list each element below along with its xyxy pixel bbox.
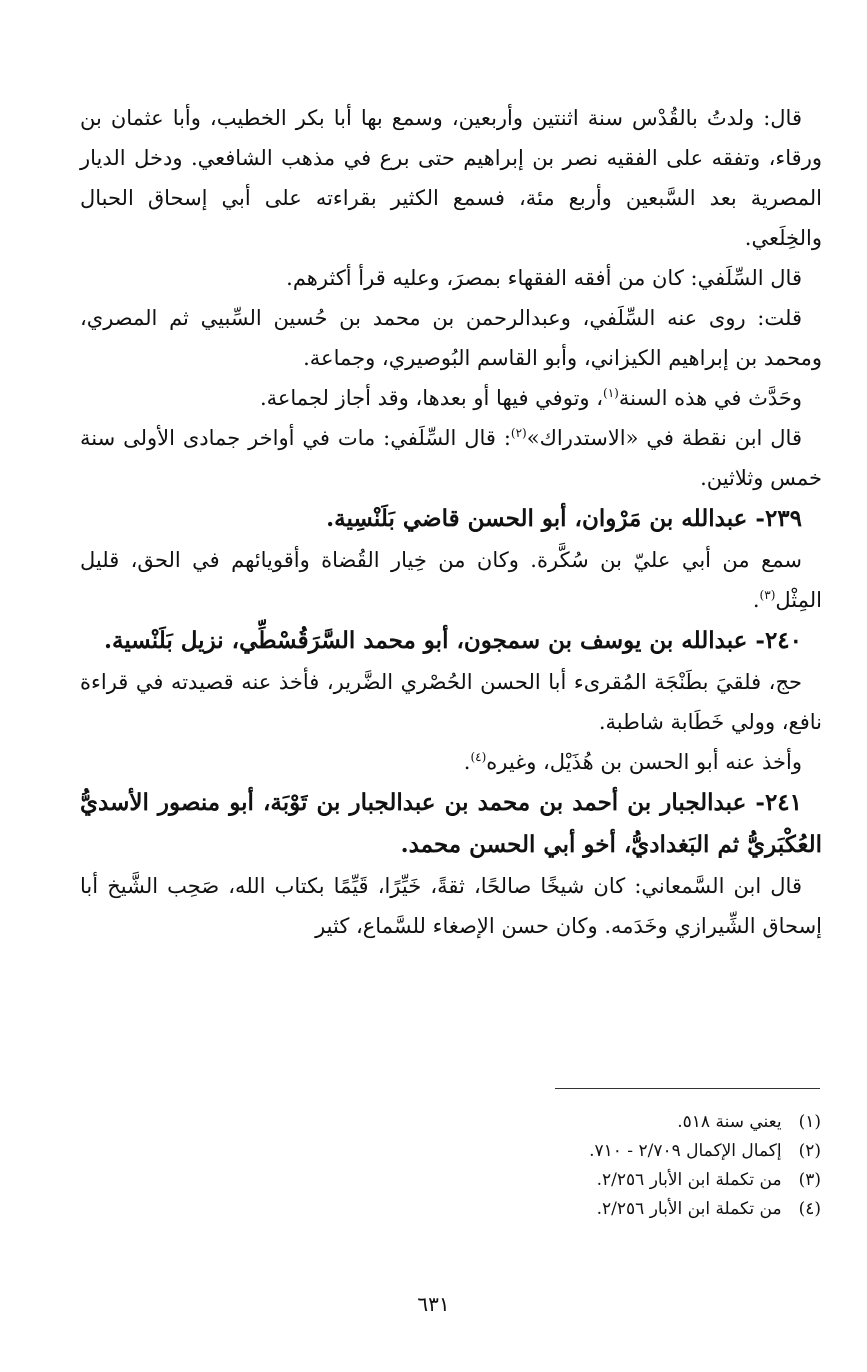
footnote-ref-1: (١) xyxy=(603,386,619,400)
paragraph-2: قال السِّلَفي: كان من أفقه الفقهاء بمصرَ، وعليه قرأ أكثرهم. xyxy=(286,266,802,290)
paragraph-1: قال: ولدتُ بالقُدْس سنة اثنتين وأربعين، وسمع بها أبا بكر الخطيب، وأبا عثمان بن ورقاء، وتفقه على الفقيه نصر بن إبراهيم حتى برع في مذهب الشافعي. ودخل الديار المصرية بعد السَّبعين وأربع مئة، فسمع الكثير بقراءته على أبي إسحاق الحبال والخِلَعي. xyxy=(80,106,822,250)
entry-241-text: قال ابن السَّمعاني: كان شيخًا صالحًا، ثقةً، خَيِّرًا، قَيِّمًا بكتاب الله، صَحِب الشَّيخ أبا إسحاق الشِّيرازي وخَدَمه. وكان حسن الإصغاء للسَّماع، كثير xyxy=(80,874,822,938)
entry-239-heading: ٢٣٩- عبدالله بن مَرْوان، أبو الحسن قاضي بَلَنْسِية. xyxy=(326,505,802,532)
footnote-4 xyxy=(81,1195,821,1224)
footnotes xyxy=(81,1108,821,1224)
page-number: ٦٣١ xyxy=(417,1292,450,1316)
entry-240-period: . xyxy=(463,750,471,774)
footnote-ref-4: (٤) xyxy=(470,750,487,764)
paragraph-4 xyxy=(80,378,822,418)
main-text xyxy=(80,98,822,946)
footnote-number: (١) xyxy=(798,1112,821,1132)
footnote-text: من تكملة ابن الأبار ٢/٢٥٦. xyxy=(596,1199,782,1219)
entry-240-text-1: حج، فلقيَ بطَنْجَة المُقرىء أبا الحسن الحُصْري الضَّرير، فأخذ عنه قصيدته في قراءة نافع، وولي خَطَابة شاطبة. xyxy=(80,670,822,734)
footnote-ref-2: (٢) xyxy=(510,426,527,440)
paragraph-4-start: وحَدَّث في هذه السنة xyxy=(618,386,802,410)
entry-241-heading: ٢٤١- عبدالجبار بن أحمد بن محمد بن عبدالجبار بن تَوْبَة، أبو منصور الأسديُّ العُكْبَريُّ ثم البَغداديُّ، أخو أبي الحسن محمد. xyxy=(80,789,822,858)
footnote-divider xyxy=(555,1088,820,1089)
entry-240-body: وأخذ عنه أبو الحسن بن هُذَيْل، وغيره xyxy=(486,750,802,774)
entry-239-period: . xyxy=(752,588,760,612)
entry-239-body: سمع من أبي عليّ بن سُكَّرة. وكان من خِيار القُضاة وأقويائهم في الحق، قليل المِثْل xyxy=(80,548,822,612)
footnote-text: يعني سنة ٥١٨. xyxy=(677,1112,782,1132)
paragraph-5 xyxy=(80,418,822,498)
footnote-text: إكمال الإكمال ٢/٧٠٩ - ٧١٠. xyxy=(589,1141,782,1161)
paragraph-3: قلت: روى عنه السِّلَفي، وعبدالرحمن بن محمد بن حُسين السِّبيي ثم المصري، ومحمد بن إبراهيم الكيزاني، وأبو القاسم البُوصيري، وجماعة. xyxy=(80,306,822,370)
footnote-number: (٣) xyxy=(798,1170,821,1190)
footnote-ref-3: (٣) xyxy=(759,588,776,602)
entry-240-text-2 xyxy=(80,742,822,782)
footnote-3 xyxy=(81,1166,821,1195)
footnote-number: (٢) xyxy=(798,1141,821,1161)
footnote-1 xyxy=(81,1108,821,1137)
footnote-number: (٤) xyxy=(798,1199,821,1219)
paragraph-5-end: : قال السِّلَفي: مات في أواخر جمادى الأولى سنة خمس وثلاثين. xyxy=(80,426,822,490)
entry-240-heading: ٢٤٠- عبدالله بن يوسف بن سمجون، أبو محمد السَّرَقُسْطِّي، نزيل بَلَنْسية. xyxy=(103,627,802,654)
paragraph-4-end: ، وتوفي فيها أو بعدها، وقد أجاز لجماعة. xyxy=(259,386,604,410)
footnote-text: من تكملة ابن الأبار ٢/٢٥٦. xyxy=(596,1170,782,1190)
footnote-2 xyxy=(81,1137,821,1166)
entry-239-text xyxy=(80,540,822,620)
paragraph-5-start: قال ابن نقطة في «الاستدراك» xyxy=(526,426,802,450)
